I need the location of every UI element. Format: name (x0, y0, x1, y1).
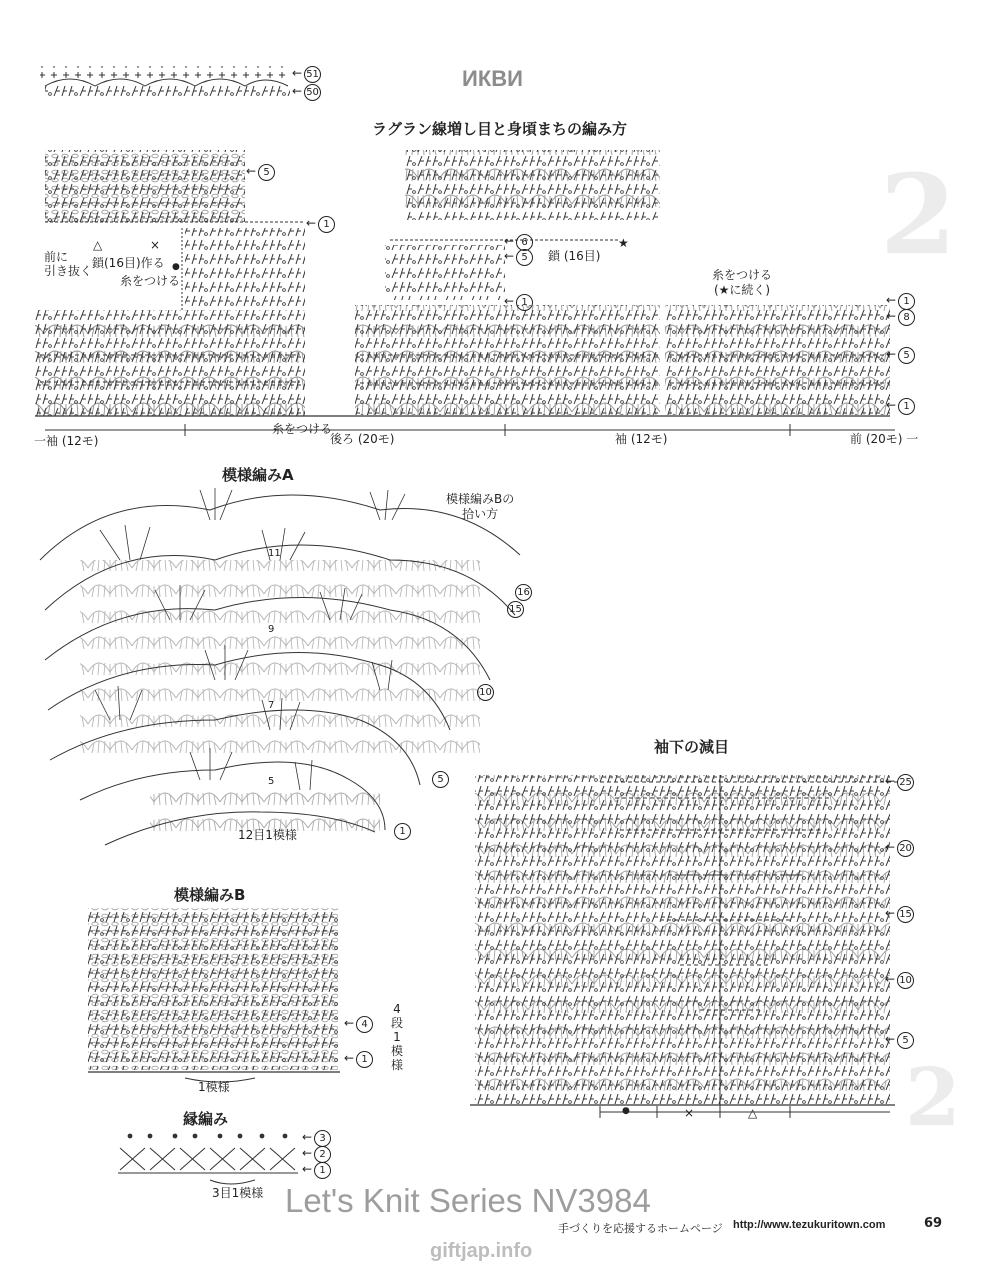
sleeve-row-5: ← 5 (885, 1032, 914, 1049)
edging-row-2: ← 2 (302, 1146, 331, 1163)
sleeve-row-20: ← 20 (885, 840, 914, 857)
pattern-a-row-15: 15 (505, 601, 524, 618)
raglan-right-row-5: ← 5 (886, 347, 915, 364)
sleeve-row-10: ← 10 (885, 972, 914, 989)
series-watermark: Let's Knit Series NV3984 (285, 1182, 651, 1219)
label-dot-left: ● (172, 262, 180, 272)
sleeve-mark-cross: × (684, 1106, 695, 1120)
pattern-a-pickup-label: 模様編みBの 拾い方 (446, 492, 515, 521)
sleeve-row-25: ← 25 (885, 774, 914, 791)
edging-repeat-label: 3目1模様 (212, 1186, 264, 1200)
top-watermark: ИКВИ (462, 66, 523, 91)
ghost-digits-top: 2 (880, 150, 957, 279)
label-pull-front: 前に 引き抜く (44, 250, 93, 278)
raglan-right-row-1-top: ← 1 (886, 293, 915, 310)
sleeve-mark-triangle: △ (748, 1106, 758, 1120)
label-cross-left: × (150, 238, 161, 252)
footer-site-jp: 手づくりを応援するホームページ (558, 1222, 723, 1235)
pattern-a-inner-7: 7 (268, 700, 275, 711)
sleeve-row-15: ← 15 (885, 906, 914, 923)
pattern-b-side-label: 4段1模様 (390, 1002, 403, 1072)
ghost-digits-bottom: 2 (905, 1050, 961, 1144)
label-chain16-make: 鎖(16目)作る (92, 256, 165, 270)
section-front: 前 (20モ) 一 (850, 432, 919, 446)
label-attach-yarn-right: 糸をつける (★に続く) (712, 268, 773, 297)
label-triangle-left: △ (93, 238, 103, 252)
section-back: 後ろ (20モ) (330, 432, 395, 446)
edging-title: 縁編み (183, 1110, 229, 1128)
giftjap-watermark: giftjap.info (430, 1240, 533, 1262)
section-sleeve-right: 袖 (12モ) (615, 432, 668, 446)
pattern-a-repeat-label: 12目1模様 (238, 828, 297, 842)
edging-row-1: ← 1 (302, 1162, 331, 1179)
pattern-a-row-1: 1 (392, 823, 411, 840)
pattern-a-inner-9: 9 (268, 624, 275, 635)
section-sleeve-left: 一袖 (12モ) (34, 434, 99, 448)
pattern-a-title: 模様編みA (222, 466, 294, 484)
label-star: ★ (618, 236, 629, 250)
pattern-a-inner-11: 11 (268, 548, 281, 559)
pattern-a-row-16: 16 (513, 584, 532, 601)
label-attach-yarn-bottom: 糸をつける (272, 422, 333, 436)
raglan-mid-row-5: ← 5 (504, 249, 533, 266)
pattern-a-row-10: 10 (475, 684, 494, 701)
pattern-b-row-4: ← 4 (344, 1016, 373, 1033)
edging-row-3: ← 3 (302, 1130, 331, 1147)
raglan-left-row-5: ← 5 (246, 164, 275, 181)
raglan-right-row-8: ← 8 (886, 309, 915, 326)
pattern-a-row-5: 5 (430, 771, 449, 788)
sleeve-title: 袖下の減目 (654, 738, 730, 756)
footer-url[interactable]: http://www.tezukuritown.com (733, 1219, 886, 1231)
raglan-mid-row-1: ← 1 (504, 294, 533, 311)
pattern-b-title: 模様編みB (174, 886, 246, 904)
raglan-right-row-1-bottom: ← 1 (886, 398, 915, 415)
label-attach-yarn-left: 糸をつける (120, 274, 181, 288)
pattern-a-inner-5: 5 (268, 776, 275, 787)
raglan-title: ラグラン線増し目と身頃まちの編み方 (372, 120, 628, 138)
row-label-51: ← 51 (292, 66, 321, 83)
label-chain16: 鎖 (16目) (548, 249, 601, 263)
footer-page-number: 69 (924, 1216, 943, 1231)
sleeve-mark-dot: ● (622, 1106, 630, 1116)
raglan-mid-row-6: ← 6 (504, 234, 533, 251)
raglan-left-row-1: ← 1 (306, 216, 335, 233)
row-label-50: ← 50 (292, 84, 321, 101)
pattern-b-row-1: ← 1 (344, 1051, 373, 1068)
pattern-b-repeat-label: 1模様 (198, 1080, 230, 1094)
